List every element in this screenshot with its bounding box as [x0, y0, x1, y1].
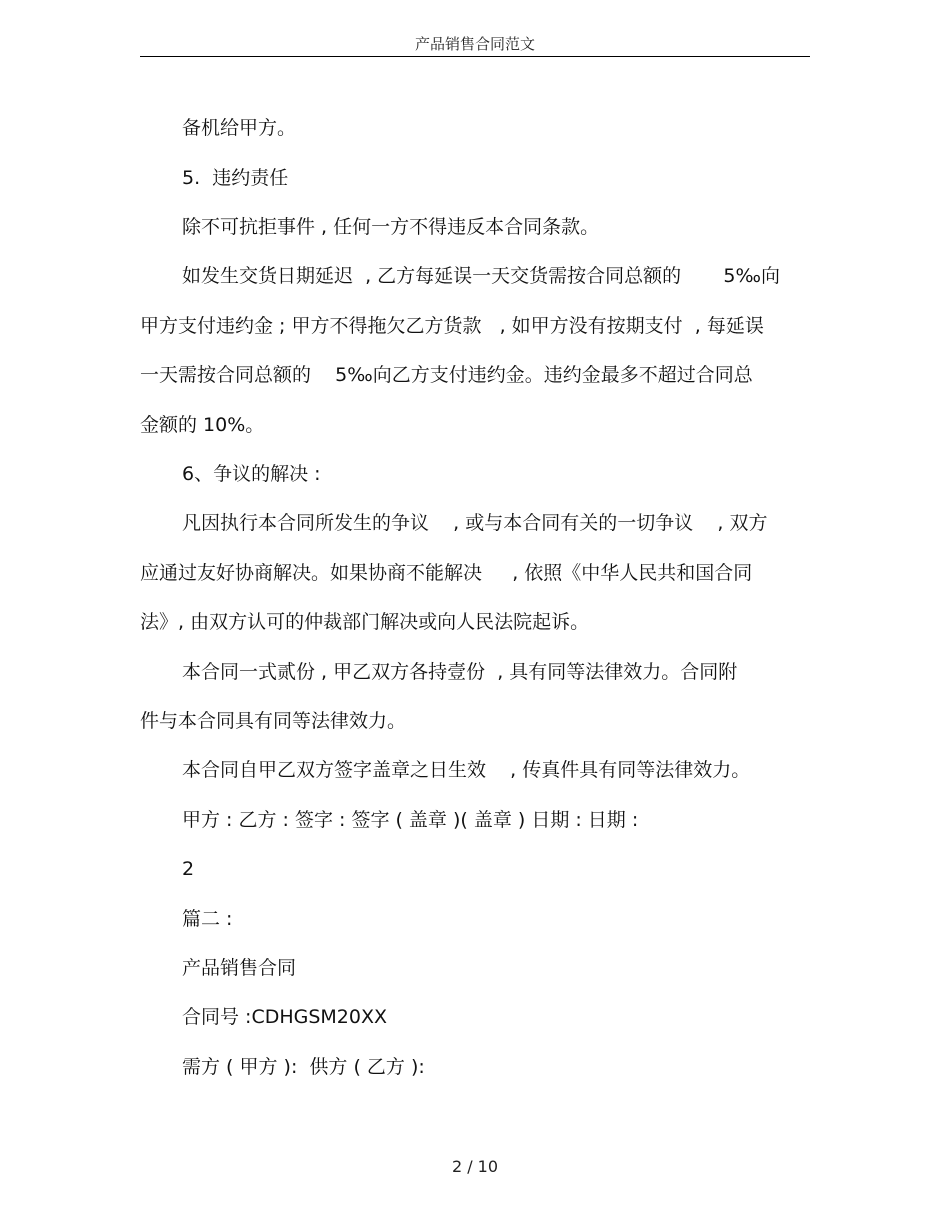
paragraph-line: 应通过友好协商解决。如果协商不能解决 , 依照《中华人民共和国合同 — [140, 562, 753, 584]
header-title: 产品销售合同范文 — [414, 35, 535, 53]
section-heading: 6、争议的解决 : — [182, 463, 321, 485]
inline-page-number: 2 — [182, 858, 195, 880]
paragraph-line: 件与本合同具有同等法律效力。 — [140, 710, 407, 732]
paragraph-line: 本合同自甲乙双方签字盖章之日生效 , 传真件具有同等法律效力。 — [182, 759, 751, 781]
signature-line: 甲方 : 乙方 : 签字 : 签字 ( 盖章 )( 盖章 ) 日期 : 日期 : — [182, 809, 639, 831]
paragraph-line: 本合同一式贰份 , 甲乙双方各持壹份 , 具有同等法律效力。合同附 — [182, 661, 738, 683]
paragraph-line: 一天需按合同总额的 5‰向乙方支付违约金。违约金最多不超过合同总 — [140, 364, 753, 386]
section-heading: 5. 违约责任 — [182, 167, 289, 189]
paragraph-line: 金额的 10%。 — [140, 414, 265, 436]
parties-line: 需方 ( 甲方 ): 供方 ( 乙方 ): — [182, 1056, 425, 1078]
contract-title: 产品销售合同 — [182, 957, 297, 979]
paragraph-line: 备机给甲方。 — [182, 117, 297, 139]
header-rule — [140, 56, 810, 57]
paragraph-line: 法》, 由双方认可的仲裁部门解决或向人民法院起诉。 — [140, 611, 590, 633]
paragraph-line: 除不可抗拒事件 , 任何一方不得违反本合同条款。 — [182, 216, 600, 238]
paragraph-line: 如发生交货日期延迟 , 乙方每延误一天交货需按合同总额的 5‰向 — [182, 265, 781, 287]
page-number: 2 / 10 — [451, 1157, 499, 1176]
contract-number: 合同号 :CDHGSM20XX — [182, 1006, 388, 1028]
section-heading: 篇二 : — [182, 908, 233, 930]
paragraph-line: 甲方支付违约金 ; 甲方不得拖欠乙方货款 , 如甲方没有按期支付 , 每延误 — [140, 315, 764, 337]
paragraph-line: 凡因执行本合同所发生的争议 , 或与本合同有关的一切争议 , 双方 — [182, 512, 768, 534]
